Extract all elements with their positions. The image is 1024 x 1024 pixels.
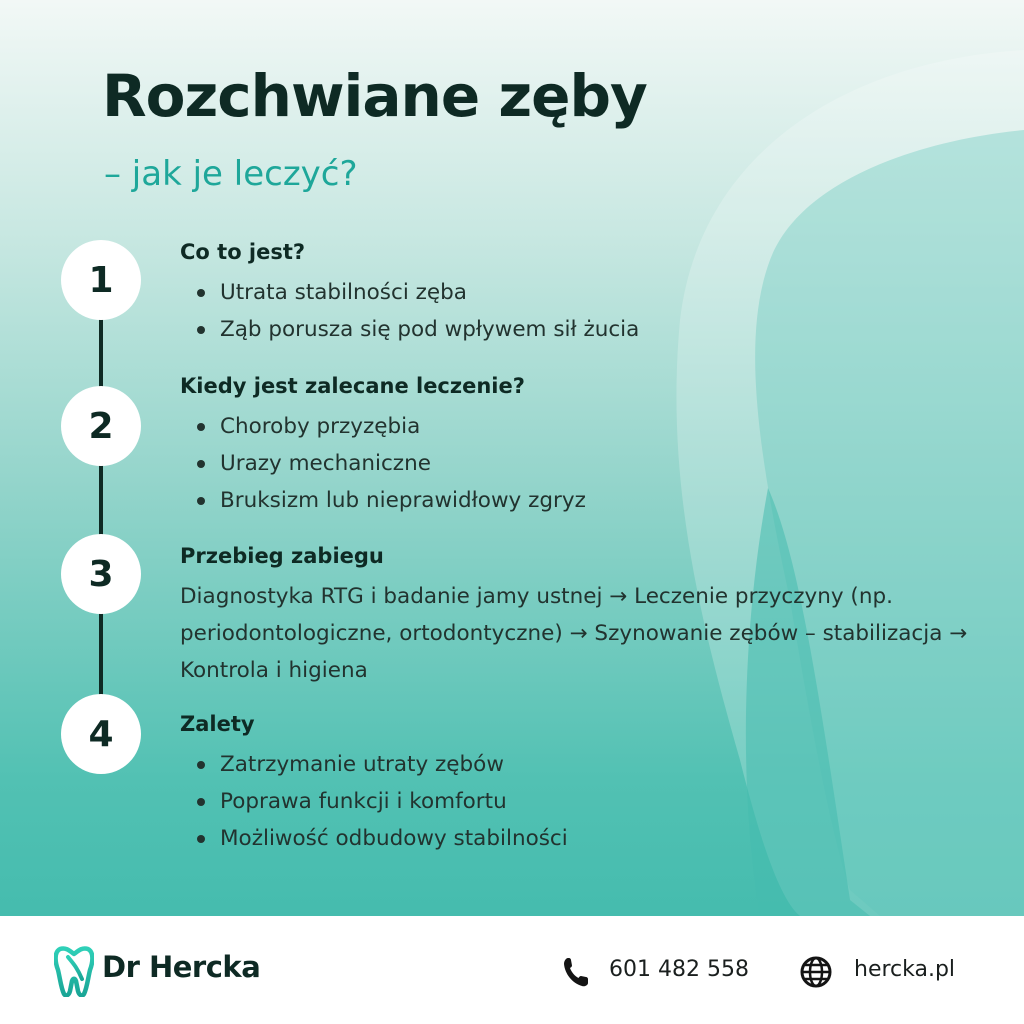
website-link[interactable]: hercka.pl [854,957,956,982]
page-title: Rozchwiane zęby [102,62,647,130]
section-what-is-it [180,238,639,348]
phone-number[interactable]: 601 482 558 [609,957,749,982]
bullet-list [180,746,568,857]
section-procedure [180,542,980,689]
section-advantages [180,710,568,857]
bullet-item: Urazy mechaniczne [197,445,586,482]
section-heading: Co to jest? [180,240,306,264]
phone-icon [562,956,590,988]
section-heading: Przebieg zabiegu [180,544,384,568]
bullet-item: Zatrzymanie utraty zębów [197,746,568,783]
bullet-item: Utrata stabilności zęba [197,274,639,311]
section-heading: Kiedy jest zalecane leczenie? [180,374,525,398]
bullet-item: Możliwość odbudowy stabilności [197,820,568,857]
procedure-text: Diagnostyka RTG i badanie jamy ustnej → Leczenie przyczyny (np. periodontologiczne, ortodontyczne) → Szynowanie zębów – stabilizacja → Kontrola i higiena [180,584,968,683]
section-heading: Zalety [180,712,255,736]
tooth-logo-icon [54,945,94,997]
page-subtitle: – jak je leczyć? [104,154,358,194]
step-number-1: 1 [61,240,141,320]
step-number-3: 3 [61,534,141,614]
timeline-line [99,300,103,740]
bullet-item: Poprawa funkcji i komfortu [197,783,568,820]
bullet-list [180,408,586,519]
bullet-item: Choroby przyzębia [197,408,586,445]
section-when-recommended [180,372,586,519]
globe-icon [800,956,832,988]
step-number-4: 4 [61,694,141,774]
bullet-item: Bruksizm lub nieprawidłowy zgryz [197,482,586,519]
brand-name: Dr Hercka [102,950,261,984]
bullet-list [180,274,639,348]
step-number-2: 2 [61,386,141,466]
bullet-item: Ząb porusza się pod wpływem sił żucia [197,311,639,348]
